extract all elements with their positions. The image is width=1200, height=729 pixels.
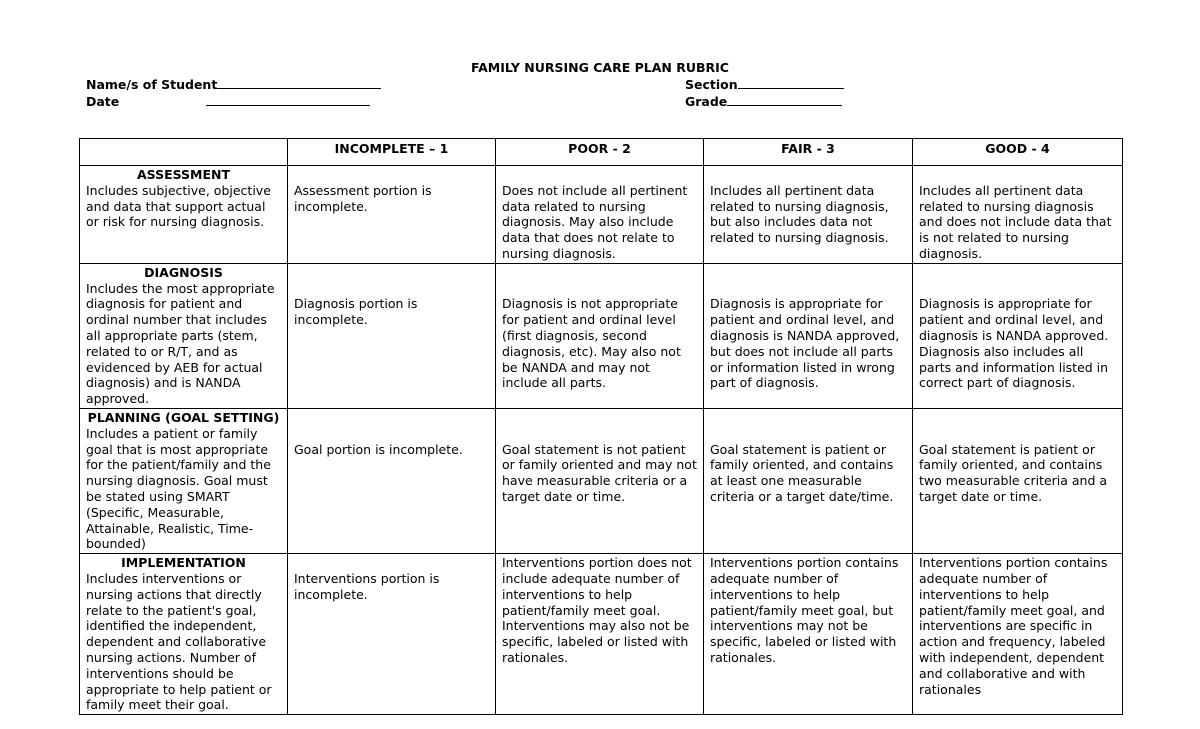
fair-text: Includes all pertinent data related to nursing diagnosis, but also includes data not related to nursing diagnosis.: [710, 182, 889, 246]
rubric-table: [79, 138, 1123, 715]
good-text: Diagnosis is appropriate for patient and ordinal level, and diagnosis is NANDA approved. Diagnosis also includes all parts and information listed in correct part of diagnosis.: [919, 296, 1109, 391]
criterion-description: Includes subjective, objective and data that support actual or risk for nursing diagnosis.: [86, 182, 271, 230]
incomplete-cell: [288, 408, 496, 553]
date-field[interactable]: [86, 93, 370, 109]
poor-text: Goal statement is not patient or family oriented and may not have measurable criteria or a target date or time.: [502, 441, 697, 504]
incomplete-text: Goal portion is incomplete.: [294, 441, 463, 457]
criterion-description: Includes interventions or nursing actions that directly relate to the patient's goal, identified the independent, dependent and collaborative nursing actions. Number of interventions should be appropriate to help patient or family meet their goal.: [86, 570, 272, 713]
criterion-description: Includes the most appropriate diagnosis for patient and ordinal number that includes all appropriate parts (stem, related to or R/T, and as evidenced by AEB for actual diagnosis) and is NANDA approved.: [86, 280, 275, 407]
column-header-good: GOOD - 4: [913, 139, 1123, 166]
poor-cell: [496, 554, 704, 715]
date-blank[interactable]: [206, 93, 370, 106]
fair-cell: [704, 166, 913, 264]
good-text: Goal statement is patient or family oriented, and contains two measurable criteria and a target date or time.: [919, 441, 1108, 504]
column-header-fair: FAIR - 3: [704, 139, 913, 166]
fair-cell: [704, 554, 913, 715]
fair-cell: [704, 408, 913, 553]
criterion-title: ASSESSMENT: [136, 167, 231, 182]
student-name-field[interactable]: [86, 76, 381, 92]
criterion-title: PLANNING (GOAL SETTING): [87, 409, 280, 425]
student-name-blank[interactable]: [217, 76, 381, 89]
fair-text: Interventions portion contains adequate number of interventions to help patient/family meet goal, but interventions may not be specific, labeled or listed with rationales.: [710, 555, 899, 665]
table-header-row: [80, 139, 1123, 166]
section-label: Section: [685, 77, 738, 92]
fair-text: Diagnosis is appropriate for patient and ordinal level, and diagnosis is NANDA approved, but does not include all parts or information listed in wrong part of diagnosis.: [710, 296, 900, 391]
grade-field[interactable]: [685, 93, 842, 109]
good-cell: [913, 166, 1123, 264]
criterion-description: Includes a patient or family goal that is most appropriate for the patient/family and the nursing diagnosis. Goal must be stated using SMART (Specific, Measurable, Attainable, Realistic, Time-bounded): [86, 425, 271, 552]
good-cell: [913, 263, 1123, 408]
table-row: [80, 408, 1123, 553]
section-blank[interactable]: [738, 76, 844, 89]
incomplete-text: Assessment portion is incomplete.: [294, 182, 432, 214]
criterion-title: DIAGNOSIS: [144, 264, 223, 280]
incomplete-cell: [288, 166, 496, 264]
student-name-label: Name/s of Student: [86, 77, 218, 92]
page-title: FAMILY NURSING CARE PLAN RUBRIC: [471, 60, 729, 75]
poor-cell: [496, 166, 704, 264]
criterion-cell: [80, 408, 288, 553]
good-cell: [913, 554, 1123, 715]
criterion-title: IMPLEMENTATION: [121, 555, 246, 571]
good-text: Interventions portion contains adequate number of interventions to help patient/family meet goal, and interventions are specific in action and frequency, labeled with independent, dependent and collaborative and with rationales: [919, 555, 1108, 697]
column-header-criteria: [80, 139, 288, 166]
table-row: [80, 263, 1123, 408]
table-row: [80, 554, 1123, 715]
poor-cell: [496, 263, 704, 408]
poor-cell: [496, 408, 704, 553]
fair-cell: [704, 263, 913, 408]
grade-label: Grade: [685, 94, 728, 109]
good-text: Includes all pertinent data related to nursing diagnosis and does not include data that is not related to nursing diagnosis.: [919, 182, 1112, 261]
date-label: Date: [86, 94, 120, 109]
incomplete-text: Interventions portion is incomplete.: [294, 570, 440, 602]
poor-text: Does not include all pertinent data related to nursing diagnosis. May also include data that does not relate to nursing diagnosis.: [502, 182, 688, 261]
section-field[interactable]: [685, 76, 844, 92]
poor-text: Diagnosis is not appropriate for patient and ordinal level (first diagnosis, second diagnosis, etc). May also not be NANDA and may not include all parts.: [502, 296, 681, 391]
criterion-cell: [80, 554, 288, 715]
incomplete-cell: [288, 263, 496, 408]
table-row: [80, 166, 1123, 264]
criterion-cell: [80, 166, 288, 264]
incomplete-cell: [288, 554, 496, 715]
column-header-incomplete: INCOMPLETE – 1: [288, 139, 496, 166]
good-cell: [913, 408, 1123, 553]
poor-text: Interventions portion does not include adequate number of interventions to help patient/family meet goal. Interventions may also not be specific, labeled or listed with rationales.: [502, 555, 692, 665]
grade-blank[interactable]: [727, 93, 842, 106]
criterion-cell: [80, 263, 288, 408]
column-header-poor: POOR - 2: [496, 139, 704, 166]
fair-text: Goal statement is patient or family oriented, and contains at least one measurable criteria or a target date/time.: [710, 441, 894, 504]
incomplete-text: Diagnosis portion is incomplete.: [294, 296, 418, 328]
